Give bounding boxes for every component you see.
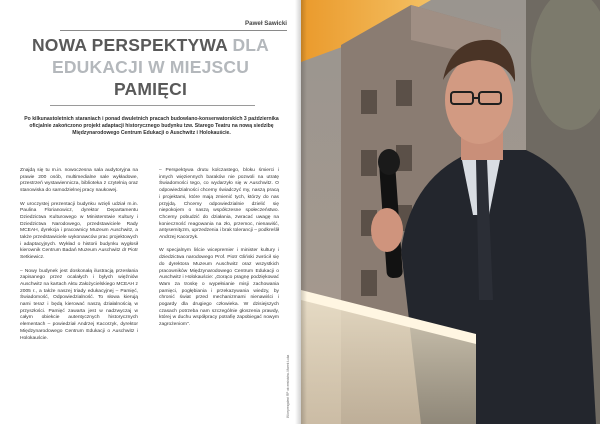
speaker-photo-illustration: [301, 0, 600, 424]
author-name: Paweł Sawicki: [245, 20, 287, 27]
paragraph: Znajdą się tu m.in. nowoczesna sala audytoryjna na prawie 200 osób, multimedialne sale wykładowe, przestrzeń wystawiennicza, biblioteka z czytelnią oraz stanowiska do samodzielnej pracy naukowej.: [20, 168, 138, 194]
title-divider: [50, 105, 255, 106]
title-light-part: DLA EDUKACJI W MIEJSCU: [51, 35, 270, 77]
text-column-2: [159, 168, 279, 336]
page-spine: [295, 0, 307, 424]
page-title: [14, 34, 287, 100]
text-column-1: [20, 168, 138, 349]
lead-paragraph: Po kilkunastoletnich staraniach i ponad dwuletnich pracach budowlano-konserwatorskich 3 października oficjalnie zakończono projekt adaptacji historycznego budynku tzw. Starego Teatru na nową siedzibę Międzynarodowego Centrum Edukacji o Auschwitz i Holokauście.: [24, 116, 279, 137]
photo-credit-text: Wiceprezydent RP wiceministra. Marek Łuka: [286, 354, 290, 418]
author-divider: [60, 30, 287, 31]
title-end-part: PAMIĘCI: [113, 79, 188, 99]
paragraph: – Nowy budynek jest doskonałą ilustracją przesłania zapisanego przez ocalałych i byłych więźniów Auschwitz na kartach Aktu Założycielskiego MCEAH z 2005 r., a także naszej triady edukacyjnej – Pamięć, Świadomość, Odpowiedzialność. To słowa kierują nami teraz i będą kierować naszą działalnością w przyszłości. Pamięć zawarta jest w nadzwyczaj w całym obiekcie autentycznych historycznych elementach – powiedział Andrzej Kacorzyk, dyrektor Międzynarodowego Centrum Edukacji o Auschwitz i Holokauście.: [20, 268, 138, 341]
paragraph: W uroczystej prezentacji budynku wzięli udział m.in. Paulina Florianowicz, dyrektor Departamentu Dziedzictwa Kulturowego w Ministerstwie Kultury i Dziedzictwa Narodowego, przedstawiciele Rady MCEAH, dyrekcja i pracownicy Muzeum Auschwitz, a także przedstawiciele wykonawców prac projektowych i adaptacyjnych. Wykład o historii budynku wygłosił kierownik Centrum Badań Muzeum Auschwitz dr Piotr Setkiewicz.: [20, 201, 138, 261]
speaker-photo: [301, 0, 600, 424]
paragraph: W specjalnym liście wicepremier i minister kultury i dziedzictwa narodowego Prof. Piotr Gliński zwrócił się do dyrektora Muzeum Auschwitz oraz wszystkich pracowników Międzynarodowego Centrum Edukacji o Auschwitz i Holokauście: „Gorąco pragnę podziękować Wam za troskę o wypełnianie misji zachowania pamięci, pogłębiania i przekazywania wiedzy, by chronić świat przed mechanizmami nienawiści i pogardy dla drugiego człowieka. W dzisiejszych czasach potrzeba nam szczególnie głoszenia prawdy, której w duchu współpracy potrafię zapobiegać nowym zagrożeniom".: [159, 248, 279, 328]
paragraph: – Perspektywa drutu kolczastego, bloku śmierci i innych więziennych baraków nie pozwoli na utratę Świadomości tego, co wydarzyło się w Auschwitz. O odpowiedzialności chcemy świadczyć my, naszą pracą i projektami, które mają zmienić tych, którzy do nas przyjdą. Chcemy odpowiedzialnie dzielić się niepokojem o naszą współczesne społeczeństwo. Chcemy pobudzić do działania, zwracać uwagę na konieczność reagowania na zło, przemoc, nienawiść, antysemityzm, uprzedzenia i brak tolerancji – podkreślił Andrzej Kacorzyk.: [159, 168, 279, 241]
title-dark-part: NOWA PERSPEKTYWA: [31, 35, 228, 55]
